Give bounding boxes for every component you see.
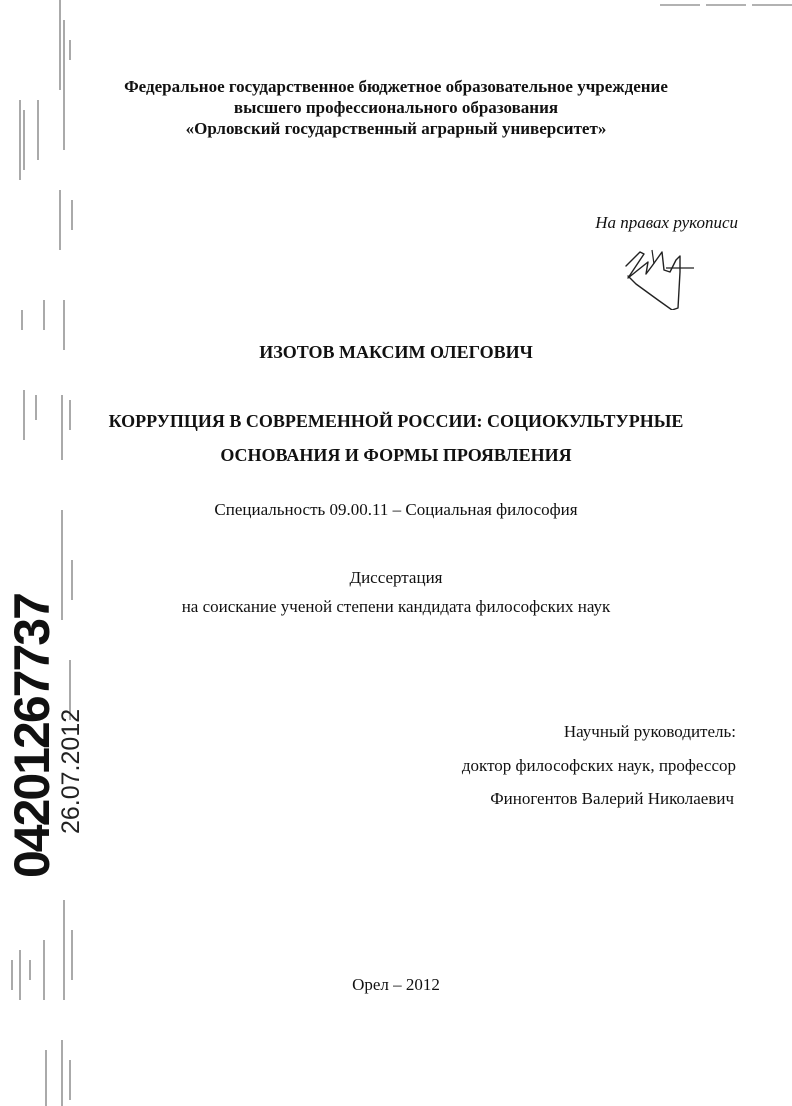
institution-line-2: высшего профессионального образования (233, 98, 559, 117)
supervisor-name: Финогентов Валерий Николаевич (490, 789, 734, 808)
institution-line-3: «Орловский государственный аграрный университет» (185, 119, 607, 138)
author-signature (618, 238, 704, 310)
dissertation-type: Диссертация (349, 568, 443, 587)
manuscript-note: На правах рукописи (595, 213, 738, 232)
institution-line-1: Федеральное государственное бюджетное образовательное учреждение (124, 77, 668, 96)
city-year: Орел – 2012 (352, 975, 440, 994)
scan-margin-marks (0, 0, 90, 1106)
dissertation-info (0, 563, 792, 621)
supervisor-degree: доктор философских наук, профессор (461, 756, 736, 775)
supervisor-label: Научный руководитель: (563, 722, 736, 741)
author-name: ИЗОТОВ МАКСИМ ОЛЕГОВИЧ (259, 342, 533, 362)
title-line-2: ОСНОВАНИЯ И ФОРМЫ ПРОЯВЛЕНИЯ (220, 445, 572, 465)
scan-top-mark (660, 4, 792, 6)
library-stamp-number: 04201267737 (4, 594, 60, 878)
institution-header (0, 76, 792, 139)
dissertation-title (0, 404, 792, 472)
dissertation-degree: на соискание ученой степени кандидата философских наук (181, 597, 611, 616)
title-line-1: КОРРУПЦИЯ В СОВРЕМЕННОЙ РОССИИ: СОЦИОКУЛЬТУРНЫЕ (108, 411, 684, 431)
specialty: Специальность 09.00.11 – Социальная философия (214, 500, 578, 519)
library-stamp-date: 26.07.2012 (57, 708, 85, 834)
